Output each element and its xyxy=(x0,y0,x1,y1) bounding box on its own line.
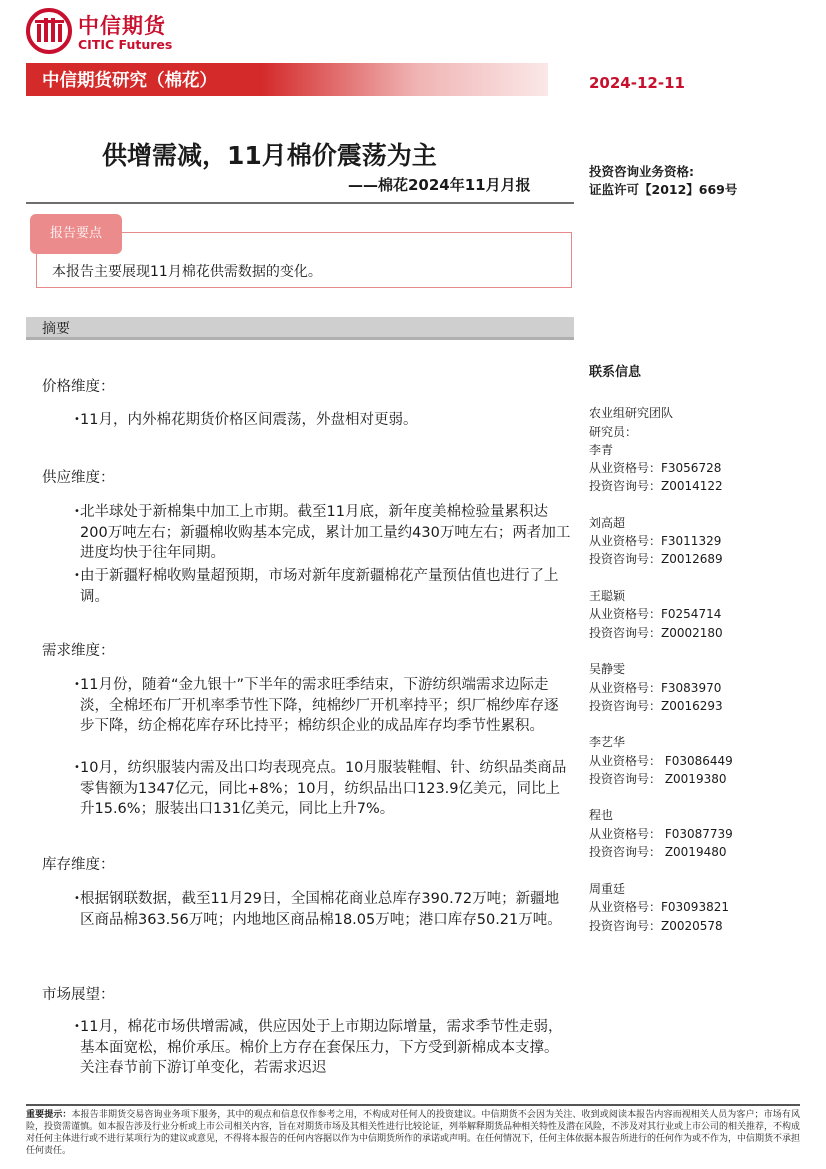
citic-logo-icon xyxy=(26,8,72,54)
key-points-text: 本报告主要展现11月棉花供需数据的变化。 xyxy=(52,264,322,280)
contact-role: 研究员： xyxy=(589,425,638,439)
analyst-consult-no: 投资咨询号：Z0002180 xyxy=(589,626,723,640)
abstract-label: 摘要 xyxy=(42,321,70,337)
bullet-icon: • xyxy=(74,762,80,773)
list-item: • 根据钢联数据，截至11月29日，全国棉花商业总库存390.72万吨；新疆地区商品棉363.56万吨；内地地区商品棉18.05万吨；港口库存50.21万吨。 xyxy=(74,891,562,928)
report-subtitle: ——棉花2024年11月月报 xyxy=(348,176,531,194)
bullet-icon: • xyxy=(74,506,80,517)
abstract-bar xyxy=(26,317,574,340)
analyst-consult-no: 投资咨询号：Z0016293 xyxy=(589,699,723,713)
disclaimer xyxy=(26,1109,800,1157)
analyst-name: 刘高超 xyxy=(589,516,626,530)
list-item: • 11月，棉花市场供增需减，供应因处于上市期边际增量，需求季节性走弱，基本面宽松，棉价承压。棉价上方存在套保压力，下方受到新棉成本支撑。关注春节前下游订单变化，若需求迟迟 xyxy=(74,1019,563,1076)
analyst-name: 李艺华 xyxy=(589,735,626,749)
section-heading-inventory: 库存维度： xyxy=(42,857,115,873)
analyst-license: 从业资格号：F03093821 xyxy=(589,900,729,914)
analyst-name: 王聪颖 xyxy=(589,589,626,603)
bullet-icon: • xyxy=(74,1021,80,1032)
contact-team: 农业组研究团队 xyxy=(589,406,674,420)
analyst-name: 程也 xyxy=(589,808,614,822)
analyst-consult-no: 投资咨询号： Z0019480 xyxy=(589,845,727,859)
license-number: 证监许可【2012】669号 xyxy=(589,182,738,197)
list-item: • 由于新疆籽棉收购量超预期，市场对新年度新疆棉花产量预估值也进行了上调。 xyxy=(74,568,559,605)
analyst-license: 从业资格号： F03086449 xyxy=(589,754,733,768)
disclaimer-text: 本报告非期货交易咨询业务项下服务，其中的观点和信息仅作参考之用，不构成对任何人的投资建议。中信期货不会因为关注、收到或阅读本报告内容而视相关人员为客户；市场有风险，投资需谨慎。如本报告涉及行业分析或上市公司相关内容，旨在对期货市场及其相关性进行比较论证，列举解释期货品种相关特性及潜在风险，不涉及对其行业或上市公司的相关推荐，不构成对任何主体进行或不进行某项行为的建议或意见，不得将本报告的任何内容据以作为中信期货所作的承诺或声明。在任何情况下，任何主体依据本报告所进行的任何作为或不作为，中信期货不承担任何责任。 xyxy=(26,1110,801,1156)
analyst-license: 从业资格号：F3056728 xyxy=(589,461,722,475)
bullet-icon: • xyxy=(74,570,80,581)
report-title: 供增需减，11月棉价震荡为主 xyxy=(102,141,437,170)
list-item: • 11月，内外棉花期货价格区间震荡，外盘相对更弱。 xyxy=(80,410,572,431)
section-heading-demand: 需求维度： xyxy=(42,643,115,659)
section-heading-price: 价格维度： xyxy=(42,379,115,395)
section-heading-supply: 供应维度： xyxy=(42,470,115,486)
section-heading-outlook: 市场展望： xyxy=(42,987,115,1003)
analyst-consult-no: 投资咨询号： Z0019380 xyxy=(589,772,727,786)
list-item: • 北半球处于新棉集中加工上市期。截至11月底，新年度美棉检验量累积达200万吨左右；新疆棉收购基本完成，累计加工量约430万吨左右；两者加工进度均快于往年同期。 xyxy=(74,504,571,561)
title-divider xyxy=(26,202,574,204)
analyst-name: 周重廷 xyxy=(589,882,626,896)
bullet-icon: • xyxy=(74,893,80,904)
analyst-consult-no: 投资咨询号：Z0020578 xyxy=(589,919,723,933)
analyst-license: 从业资格号：F3011329 xyxy=(589,534,722,548)
analyst-consult-no: 投资咨询号：Z0012689 xyxy=(589,552,723,566)
analyst-name: 李青 xyxy=(589,443,614,457)
logo-text-en: CITIC Futures xyxy=(78,37,173,52)
disclaimer-label: 重要提示： xyxy=(26,1110,72,1120)
analyst-consult-no: 投资咨询号：Z0014122 xyxy=(589,479,723,493)
contact-title: 联系信息 xyxy=(589,365,642,380)
logo-text-cn: 中信期货 xyxy=(78,14,166,38)
disclaimer-divider xyxy=(26,1104,800,1106)
qualification-label: 投资咨询业务资格: xyxy=(589,164,694,179)
analyst-name: 吴静雯 xyxy=(589,662,626,676)
bullet-icon: • xyxy=(74,679,80,690)
list-item: • 10月，纺织服装内需及出口均表现亮点。10月服装鞋帽、针、纺织品类商品零售额为1347亿元，同比+8%；10月，纺织品出口123.9亿美元，同比上升15.6%；服装出口131亿美元，同比上升7%。 xyxy=(74,760,567,817)
analyst-license: 从业资格号：F0254714 xyxy=(589,607,722,621)
report-date: 2024-12-11 xyxy=(589,74,685,92)
key-points-tag: 报告要点 xyxy=(30,214,122,254)
bullet-icon: • xyxy=(74,414,80,425)
list-item: • 11月份，随着“金九银十”下半年的需求旺季结束，下游纺织端需求边际走淡，全棉坯布厂开机率季节性下降，纯棉纱厂开机率持平；织厂棉纱库存逐步下降，纺企棉花库存环比持平；棉纺织企业的成品库存均季节性累积。 xyxy=(74,677,559,734)
analyst-license: 从业资格号：F3083970 xyxy=(589,681,722,695)
banner-title: 中信期货研究（棉花） xyxy=(42,71,217,91)
analyst-license: 从业资格号： F03087739 xyxy=(589,827,733,841)
